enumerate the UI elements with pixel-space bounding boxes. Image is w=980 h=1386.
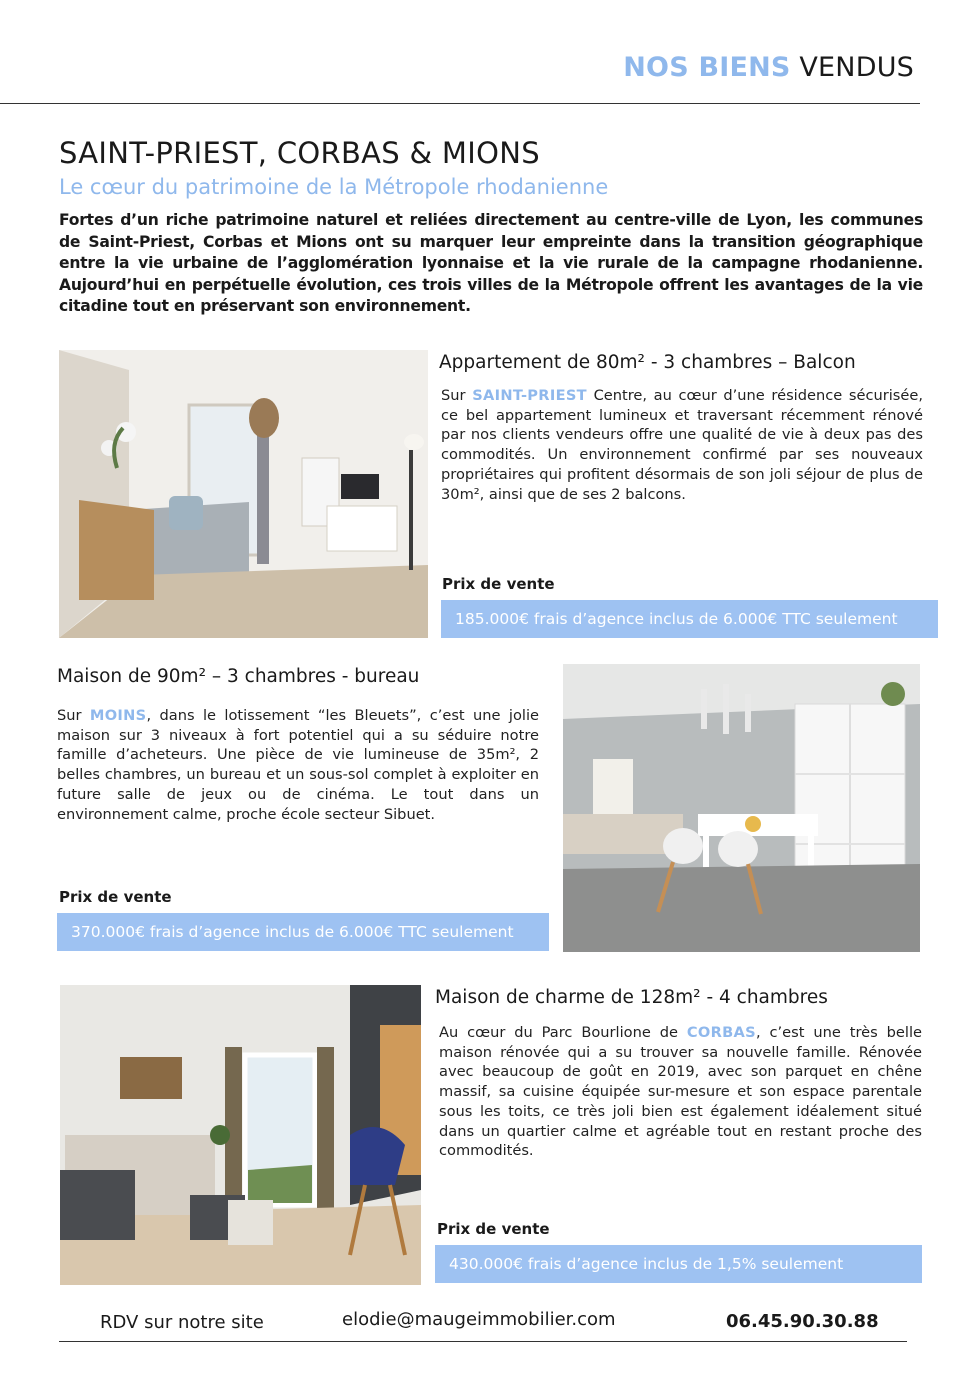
- property-3-desc-start: Au cœur du Parc Bourlione de: [439, 1024, 687, 1041]
- header-divider: [0, 103, 920, 104]
- footer-phone[interactable]: 06.45.90.30.88: [726, 1311, 879, 1332]
- property-2-desc-start: Sur: [57, 707, 90, 724]
- property-1-desc-start: Sur: [441, 387, 473, 404]
- charm-house-photo: [60, 985, 421, 1285]
- property-3-price-label: Prix de vente: [437, 1220, 550, 1238]
- property-3-price-bar: 430.000€ frais d’agence inclus de 1,5% seulement: [435, 1245, 922, 1283]
- property-3-description: [439, 1023, 922, 1161]
- property-2-desc-end: , dans le lotissement “les Bleuets”, c’est une jolie maison sur 3 niveaux à fort potentiel qui a su séduire notre famille d’acheteurs. Une pièce de vie lumineuse de 35m², 2 belles chambres, un bureau et un sous-sol complet à exploiter en future salle de jeux ou de cinéma. Le tout dans un environnement calme, proche école secteur Sibuet.: [57, 707, 539, 823]
- property-2-price-label: Prix de vente: [59, 888, 172, 906]
- property-2-price-bar: 370.000€ frais d’agence inclus de 6.000€ TTC seulement: [57, 913, 549, 951]
- apartment-photo: [59, 350, 428, 638]
- property-2-title: Maison de 90m² – 3 chambres - bureau: [57, 666, 420, 687]
- property-1-town: SAINT-PRIEST: [472, 387, 587, 404]
- property-1-description: [441, 386, 923, 504]
- footer-site-link[interactable]: RDV sur notre site: [100, 1312, 264, 1333]
- property-3-town: CORBAS: [686, 1024, 756, 1041]
- page-header: [623, 52, 914, 83]
- header-rest: VENDUS: [799, 52, 914, 83]
- footer-divider: [59, 1341, 907, 1342]
- header-accent: NOS BIENS: [623, 52, 791, 83]
- property-3-title: Maison de charme de 128m² - 4 chambres: [435, 987, 828, 1008]
- property-2-description: [57, 706, 539, 824]
- property-3-desc-end: , c’est une très belle maison rénovée qui a su trouver sa nouvelle famille. Rénovée avec beaucoup de goût en 2019, avec son parquet en chêne massif, sa cuisine équipée sur-mesure et son espace parentale sous les toits, ce très joli bien est également idéalement situé dans un quartier calme et agréable tout en restant proche des commodités.: [439, 1024, 922, 1160]
- city-intro: Fortes d’un riche patrimoine naturel et reliées directement au centre-ville de Lyon, les communes de Saint-Priest, Corbas et Mions ont su marquer leur empreinte dans la transition géographique entre la vie urbaine de l’agglomération lyonnaise et la vie rurale de la campagne rhodanienne. Aujourd’hui en perpétuelle évolution, ces trois villes de la Métropole offrent les avantages de la vie citadine tout en préservant son environnement.: [59, 211, 923, 315]
- property-1-price-bar: 185.000€ frais d’agence inclus de 6.000€ TTC seulement: [441, 600, 938, 638]
- house-photo: [563, 664, 920, 952]
- property-2-town: MOINS: [89, 707, 147, 724]
- property-1-price-label: Prix de vente: [442, 575, 555, 593]
- city-title: SAINT-PRIEST, CORBAS & MIONS: [59, 136, 540, 170]
- property-1-title: Appartement de 80m² - 3 chambres – Balcon: [439, 352, 856, 373]
- footer-email[interactable]: elodie@maugeimmobilier.com: [342, 1309, 616, 1330]
- city-subtitle: Le cœur du patrimoine de la Métropole rhodanienne: [59, 175, 609, 199]
- property-1-desc-end: Centre, au cœur d’une résidence sécurisée, ce bel appartement lumineux et traversant récemment rénové par nos clients vendeurs offre une qualité de vie à deux pas des commodités. Un environnement confirmé par ses nouveaux propriétaires qui profitent désormais de son joli séjour de plus de 30m², ainsi que de ses 2 balcons.: [441, 387, 924, 503]
